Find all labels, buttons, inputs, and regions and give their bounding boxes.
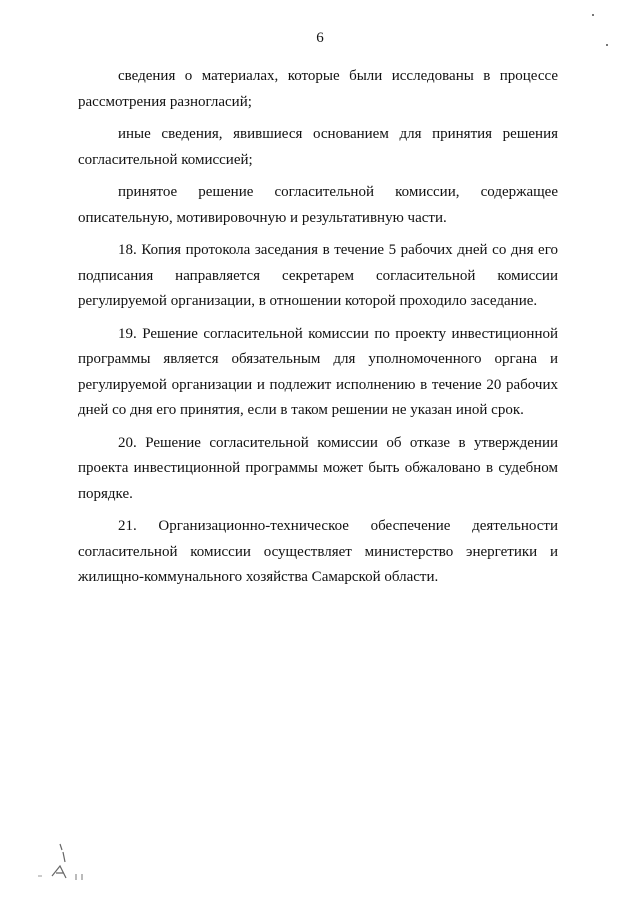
paragraph-decision-parts: принятое решение согласительной комиссии, содержащее описательную, мотивировочную и результативную части. [78,184,558,226]
scan-speck [606,44,608,46]
paragraph-clause-20: 20. Решение согласительной комиссии об отказе в утверждении проекта инвестиционной программы может быть обжаловано в судебном порядке. [78,434,558,502]
paragraph-clause-18: 18. Копия протокола заседания в течение 5 рабочих дней со дня его подписания направляется секретарем согласительной комиссии регулируемой организации, в отношении которой проходило заседание. [78,242,558,309]
paragraph-clause-19: 19. Решение согласительной комиссии по проекту инвестиционной программы является обязательным для уполномоченного органа и регулируемой организации и подлежит исполнению в течение 20 рабочих дней со дня его принятия, если в таком решении не указан иной срок. [78,325,558,418]
paragraph-materials-info: сведения о материалах, которые были исследованы в процессе рассмотрения разногласий; [78,68,558,110]
signature-mark-icon [32,840,112,890]
paragraph-clause-21: 21. Организационно-техническое обеспечение деятельности согласительной комиссии осуществляет министерство энергетики и жилищно-коммунального хозяйства Самарской области. [78,518,558,585]
scan-speck [592,14,594,16]
page-number: 6 [316,30,324,46]
paragraph-other-info: иные сведения, явившиеся основанием для принятия решения согласительной комиссией; [78,126,558,168]
document-body [78,64,558,598]
